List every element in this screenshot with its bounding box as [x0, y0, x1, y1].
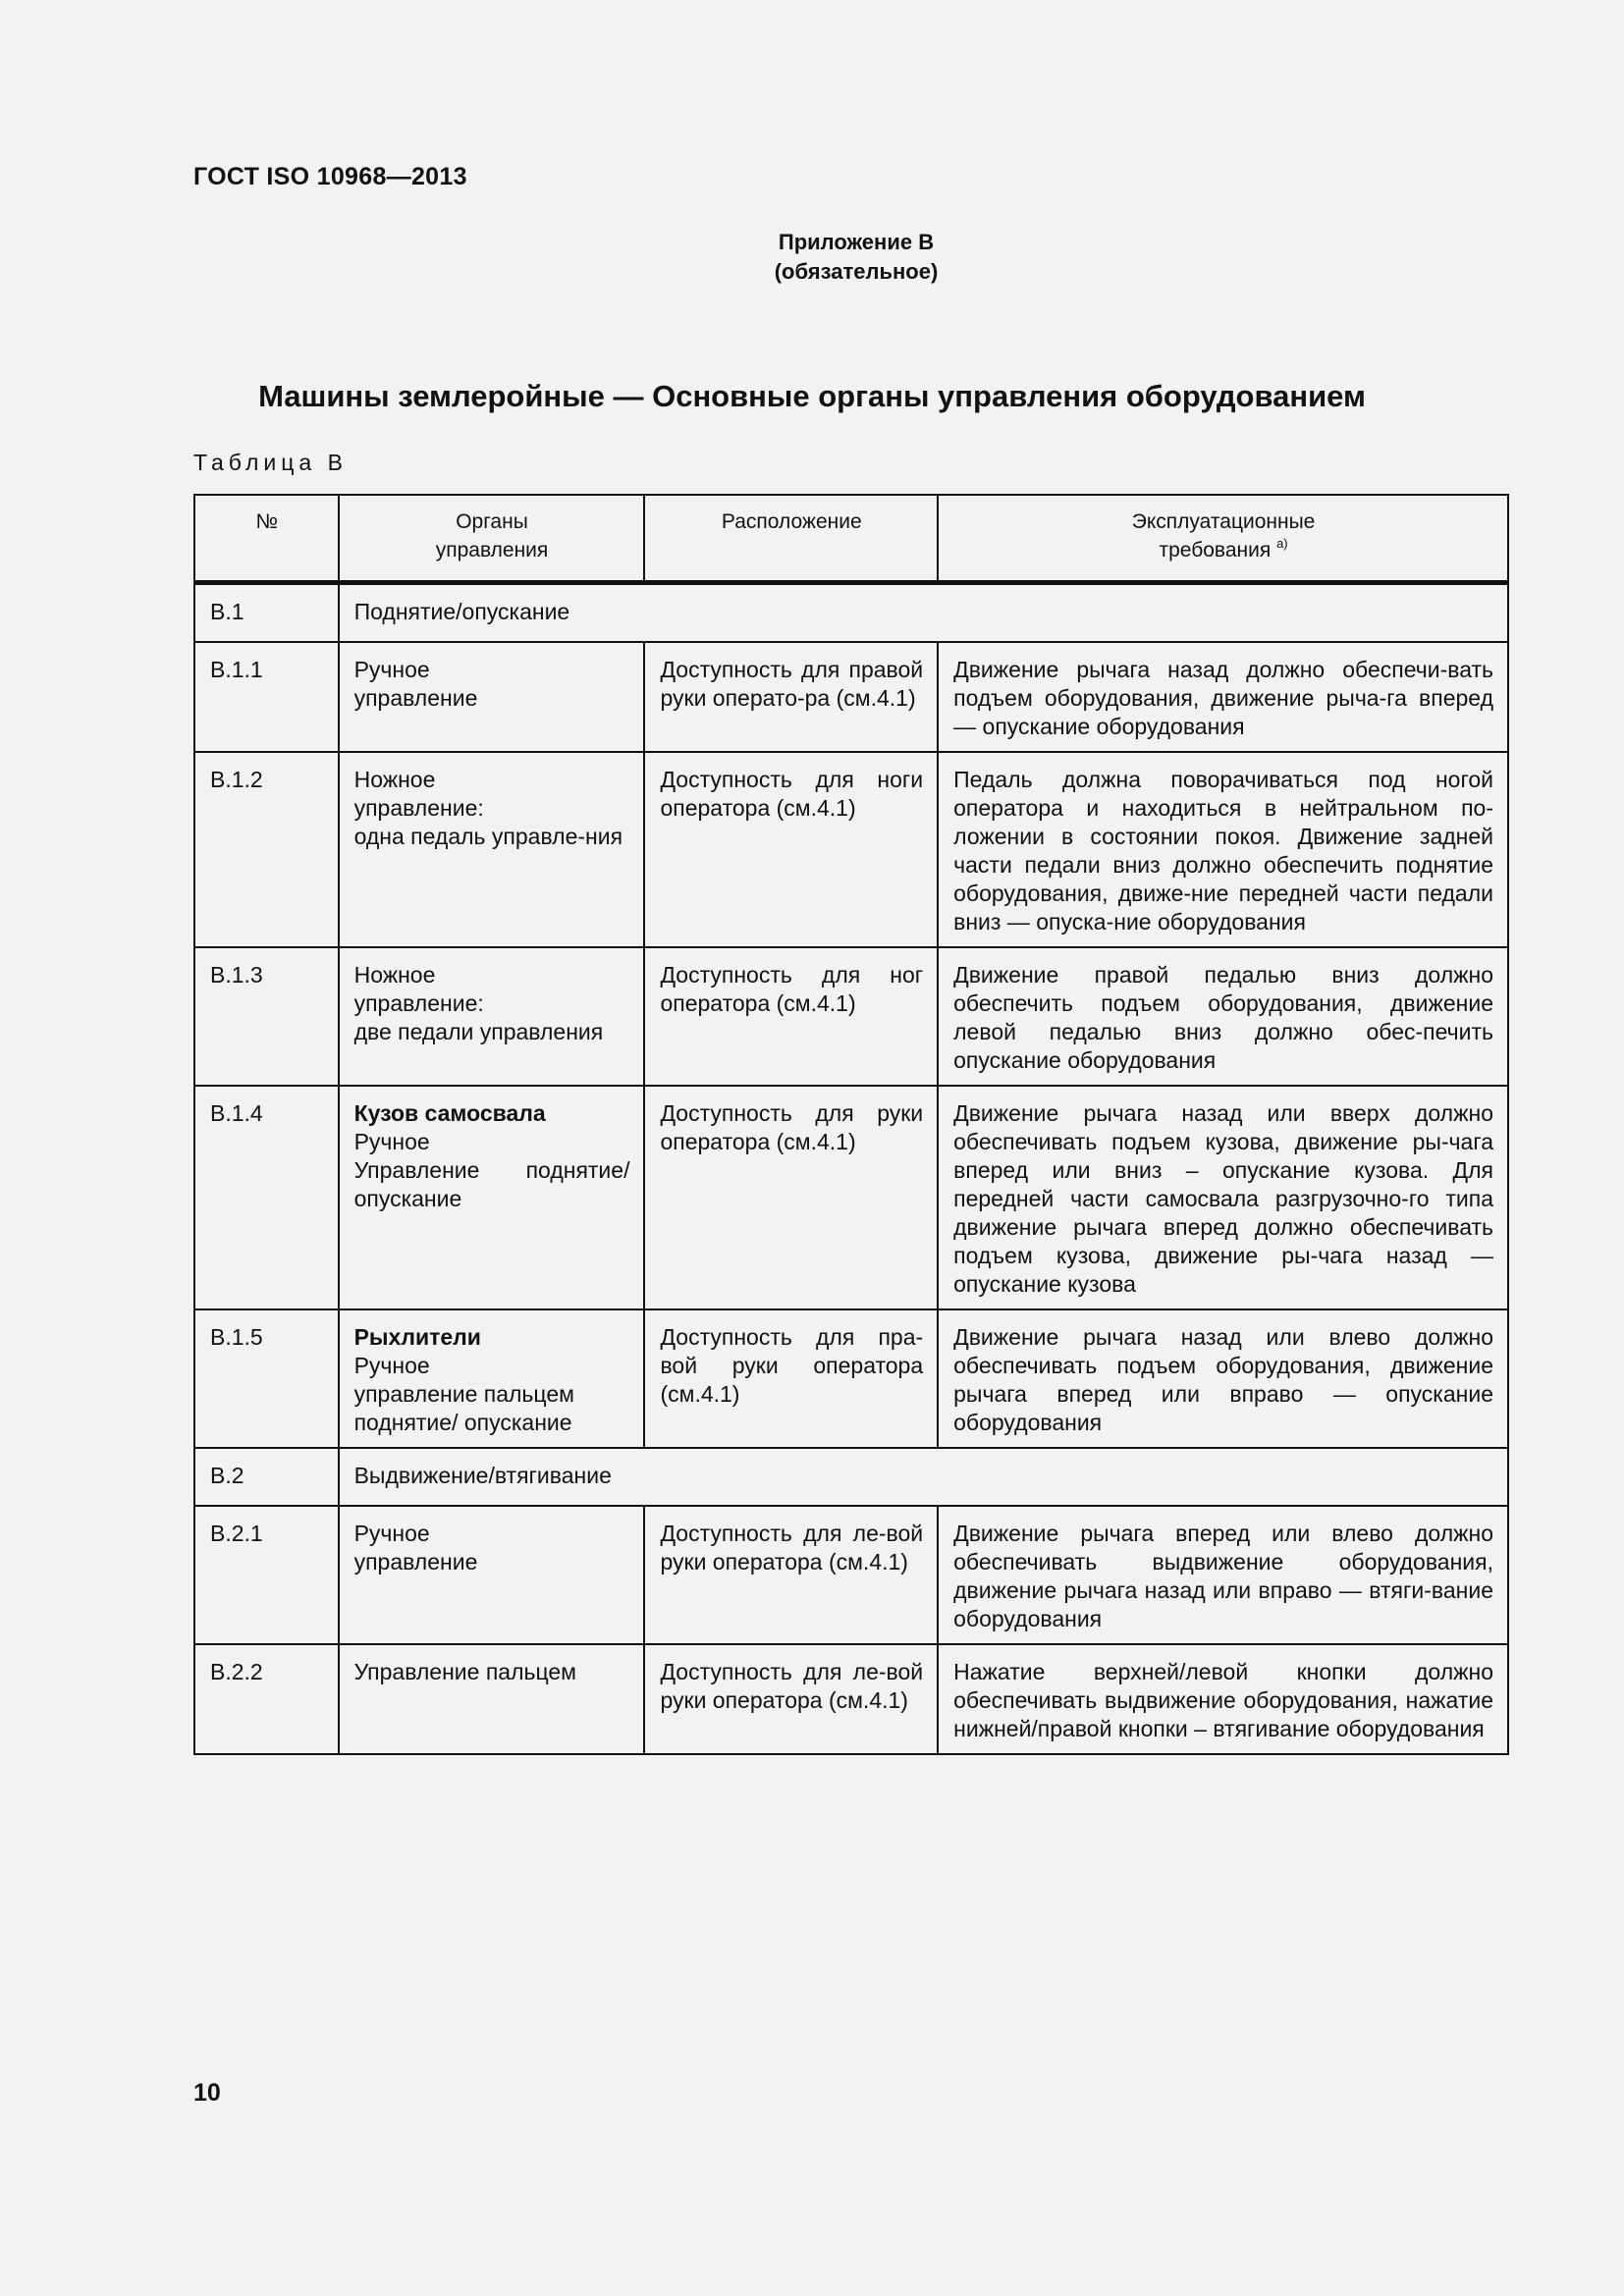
row-controls-line: Ножное: [353, 962, 436, 988]
row-num: В.1.3: [194, 947, 339, 1086]
row-num: В.1.2: [194, 752, 339, 947]
row-requirements: Педаль должна поворачиваться под ногой оператора и находиться в нейтральном по-ложении в состоянии покоя. Движение задней части педали вниз должно обеспечить поднятие оборудования, движе-ние передней части педали вниз — опуска-ние оборудования: [938, 752, 1508, 947]
row-controls-line: Управление пальцем: [353, 1659, 576, 1684]
row-controls-line: управление:: [353, 795, 484, 821]
header-controls: Органы управления: [339, 495, 645, 583]
row-requirements: Движение рычага вперед или влево должно обеспечивать выдвижение оборудования, движение рычага назад или вправо — втяги-вание оборудования: [938, 1506, 1508, 1644]
table-row: [194, 947, 1508, 1086]
page-number: 10: [193, 2079, 221, 2107]
annex-heading: [0, 228, 1624, 287]
row-controls: [339, 752, 645, 947]
row-controls-line: Ручное: [353, 657, 430, 682]
row-controls-line: Ручное: [353, 1353, 430, 1378]
section-row: [194, 583, 1508, 643]
row-controls-line: управление: [353, 685, 478, 711]
header-location: Расположение: [644, 495, 938, 583]
row-location: Доступность для ног оператора (см.4.1): [644, 947, 938, 1086]
row-controls-line: управление пальцем: [353, 1381, 574, 1407]
row-requirements: Движение рычага назад или вверх должно обеспечивать подъем кузова, движение ры-чага вперед или вниз – опускание кузова. Для передней части самосвала разгрузочно-го типа движение рычага вперед должно обеспечивать подъем кузова, движение ры-чага назад — опускание кузова: [938, 1086, 1508, 1309]
row-controls-line: Ножное: [353, 767, 436, 792]
row-controls-line: поднятие/ опускание: [353, 1410, 572, 1435]
row-controls: [339, 642, 645, 752]
row-requirements: Движение рычага назад должно обеспечи-вать подъем оборудования, движение рыча-га вперед — опускание оборудования: [938, 642, 1508, 752]
row-requirements: Нажатие верхней/левой кнопки должно обеспечивать выдвижение оборудования, нажатие нижней/правой кнопки – втягивание оборудования: [938, 1644, 1508, 1754]
row-location: Доступность для ле-вой руки оператора (см.4.1): [644, 1506, 938, 1644]
row-controls: [339, 1506, 645, 1644]
table-row: [194, 1309, 1508, 1448]
section-num: В.2: [194, 1448, 339, 1506]
document-code: ГОСТ ISO 10968—2013: [193, 163, 467, 190]
row-controls-line: Ручное: [353, 1129, 430, 1154]
row-location: Доступность для пра-вой руки оператора (см.4.1): [644, 1309, 938, 1448]
row-requirements: Движение правой педалью вниз должно обеспечить подъем оборудования, движение левой педалью вниз должно обес-печить опускание оборудования: [938, 947, 1508, 1086]
table-row: [194, 752, 1508, 947]
row-num: В.1.4: [194, 1086, 339, 1309]
table-row: [194, 1506, 1508, 1644]
row-controls-line: управление: [353, 1549, 478, 1575]
table-row: [194, 642, 1508, 752]
row-location: Доступность для руки оператора (см.4.1): [644, 1086, 938, 1309]
row-controls: [339, 1309, 645, 1448]
row-requirements: Движение рычага назад или влево должно обеспечивать подъем оборудования, движение рычага вперед или вправо — опускание оборудования: [938, 1309, 1508, 1448]
page-title: Машины землеройные — Основные органы управления оборудованием: [258, 379, 1366, 413]
row-controls: [339, 1086, 645, 1309]
row-num: В.1.5: [194, 1309, 339, 1448]
header-num: №: [194, 495, 339, 583]
row-controls-line: одна педаль управле-ния: [353, 824, 623, 849]
row-controls-bold: Кузов самосвала: [353, 1100, 546, 1126]
row-num: В.2.1: [194, 1506, 339, 1644]
controls-table: [193, 494, 1509, 1755]
section-title: Поднятие/опускание: [339, 583, 1508, 643]
table-row: [194, 1086, 1508, 1309]
row-num: В.1.1: [194, 642, 339, 752]
footnote-mark: а): [1276, 536, 1288, 551]
row-controls: [339, 947, 645, 1086]
row-controls-line: две педали управления: [353, 1019, 604, 1044]
row-controls: [339, 1644, 645, 1754]
section-num: В.1: [194, 583, 339, 643]
row-location: Доступность для ноги оператора (см.4.1): [644, 752, 938, 947]
row-controls-line: Управление поднятие/ опускание: [353, 1157, 630, 1211]
annex-status: (обязательное): [774, 259, 939, 284]
table-caption: Таблица В: [193, 450, 348, 475]
row-location: Доступность для ле-вой руки оператора (см.4.1): [644, 1644, 938, 1754]
row-controls-line: управление:: [353, 990, 484, 1016]
row-controls-bold: Рыхлители: [353, 1324, 481, 1350]
table-body: [194, 583, 1508, 1755]
section-row: [194, 1448, 1508, 1506]
row-location: Доступность для правой руки операто-ра (см.4.1): [644, 642, 938, 752]
table-header-row: [194, 495, 1508, 583]
row-controls-line: Ручное: [353, 1521, 430, 1546]
annex-title: Приложение В: [778, 230, 935, 254]
table-row: [194, 1644, 1508, 1754]
header-requirements: Эксплуатационные требования $^{а)}$: [938, 495, 1508, 583]
section-title: Выдвижение/втягивание: [339, 1448, 1508, 1506]
row-num: В.2.2: [194, 1644, 339, 1754]
